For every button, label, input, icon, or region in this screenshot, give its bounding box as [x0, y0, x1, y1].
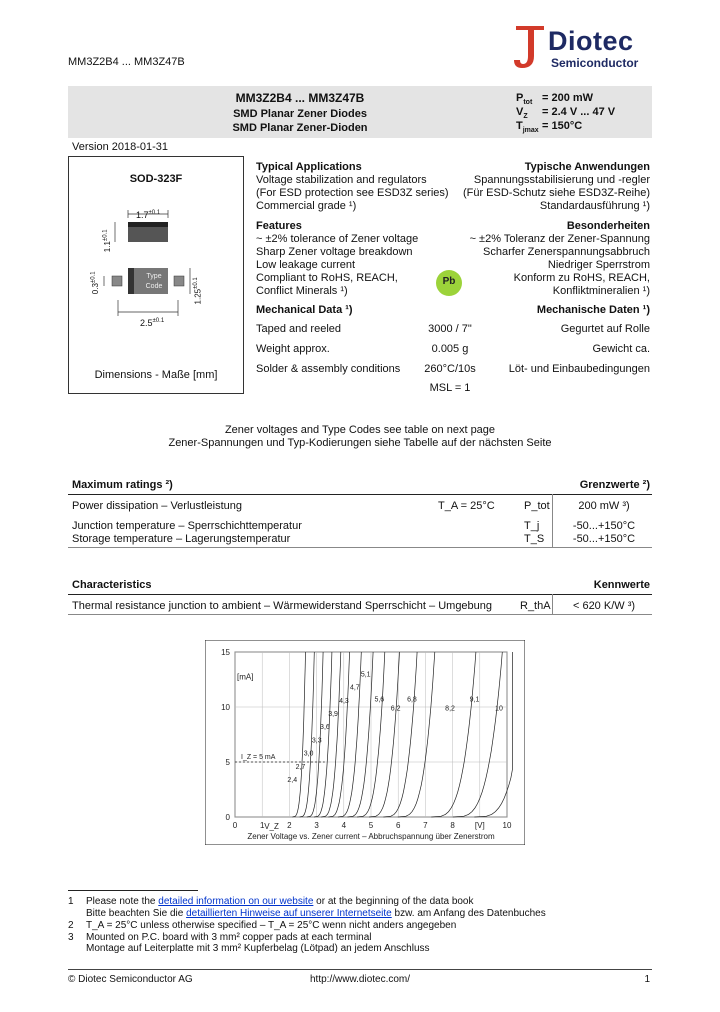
- feature-row-de: Niedriger Sperrstrom: [547, 259, 650, 271]
- rating-value: 200 mW ³): [578, 500, 630, 512]
- x-tick-label: 8: [450, 821, 455, 830]
- rating-text: Power dissipation – Verlustleistung: [72, 500, 242, 512]
- x-tick-label: 7: [423, 821, 428, 830]
- footer-copyright: © Diotec Semiconductor AG: [68, 974, 193, 985]
- feature-row-en: Compliant to RoHS, REACH,: [256, 272, 398, 284]
- mech-row-value: 0.005 g: [431, 343, 469, 355]
- divider: [68, 614, 652, 615]
- rating-cond: T_A = 25°C: [438, 500, 495, 512]
- applications-heading-en: Typical Applications: [256, 161, 362, 173]
- y-tick-label: 10: [221, 703, 230, 712]
- reference-label: I_Z = 5 mA: [241, 754, 276, 761]
- subtitle-en: SMD Planar Zener Diodes: [233, 108, 367, 120]
- mech-row-en: Taped and reeled: [256, 323, 342, 335]
- app-row-en: (For ESD protection see ESD3Z series): [256, 187, 449, 199]
- feature-row-de: Konform zu RoHS, REACH,: [513, 272, 650, 284]
- features-heading-de: Besonderheiten: [566, 220, 650, 232]
- mech-row-de: Gegurtet auf Rolle: [560, 323, 650, 335]
- series-label: 6,8: [407, 696, 417, 704]
- mech-row-value: MSL = 1: [429, 382, 471, 394]
- footnote-rule: [68, 890, 198, 891]
- feature-row-en: ~ ±2% tolerance of Zener voltage: [256, 233, 419, 245]
- y-tick-label: 5: [225, 758, 230, 767]
- x-tick-label: 1: [259, 821, 265, 830]
- dim-lead: $0.3^{\pm 0.1}$: [90, 271, 101, 295]
- feature-row-de: Scharfer Zenerspannungsabbruch: [483, 246, 650, 258]
- mech-row-en: Weight approx.: [256, 343, 330, 355]
- x-tick-label: 10: [502, 821, 512, 830]
- series-label: 3,6: [320, 724, 330, 732]
- char-symbol: R_thA: [520, 600, 551, 612]
- website-link[interactable]: detaillierten Hinweise auf unserer Internetseite: [186, 908, 392, 919]
- note-en: Zener voltages and Type Codes see table on next page: [224, 424, 496, 436]
- x-tick-label: 5: [368, 821, 374, 830]
- mechanical-heading-de: Mechanische Daten ¹): [536, 304, 650, 316]
- feature-row-de: Konfliktmineralien ¹): [552, 285, 650, 297]
- type-code-l1: Type: [146, 273, 162, 280]
- mech-row-de: Gewicht ca.: [592, 343, 650, 355]
- feature-row-en: Conflict Minerals ¹): [256, 285, 348, 297]
- char-value: < 620 K/W ³): [572, 600, 636, 612]
- series-label: 2,7: [295, 763, 306, 771]
- footnote-number: 3: [68, 932, 74, 943]
- characteristics-heading-de: Kennwerte: [593, 579, 650, 591]
- mech-row-de: Löt- und Einbaubedingungen: [508, 363, 650, 375]
- mech-row-value: 260°C/10s: [424, 363, 476, 375]
- footer-url[interactable]: http://www.diotec.com/: [310, 974, 411, 985]
- series-label: 3,9: [328, 711, 338, 718]
- series-label: 10: [495, 705, 503, 713]
- series-label: 3,0: [303, 750, 314, 758]
- column-divider: [552, 494, 553, 547]
- characteristics-heading-en: Characteristics: [72, 579, 152, 591]
- rating-symbol: P_tot: [524, 500, 550, 512]
- app-row-en: Commercial grade ¹): [256, 200, 357, 212]
- feature-row-de: ~ ±2% Toleranz der Zener-Spannung: [469, 233, 650, 245]
- footnote: Please note the detailed information on our website or at the beginning of the data book: [86, 896, 474, 907]
- char-text: Thermal resistance junction to ambient – Wärmewiderstand Sperrschicht – Umgebung: [72, 600, 493, 612]
- max-ratings-heading-de: Grenzwerte ²): [579, 479, 650, 491]
- page-title: MM3Z2B4 ... MM3Z47B: [235, 91, 365, 105]
- max-ratings-heading-en: Maximum ratings ²): [72, 479, 173, 491]
- applications-heading-de: Typische Anwendungen: [524, 161, 650, 173]
- mech-row-en: Solder & assembly conditions: [256, 363, 401, 375]
- x-tick-label: [V]: [474, 821, 485, 830]
- x-tick-label: 3: [314, 821, 319, 830]
- rating-text: Storage temperature – Lagerungstemperatur: [72, 533, 291, 545]
- feature-row-en: Sharp Zener voltage breakdown: [256, 246, 413, 258]
- x-tick-label: 6: [395, 821, 401, 830]
- website-link[interactable]: detailed information on our website: [158, 896, 314, 907]
- app-row-de: Spannungsstabilisierung und -regler: [473, 174, 650, 186]
- divider: [68, 547, 652, 548]
- subtitle-de: SMD Planar Zener-Dioden: [232, 122, 368, 134]
- y-tick-label: 0: [225, 813, 230, 822]
- divider: [68, 594, 652, 595]
- footnote-number: 2: [68, 920, 74, 931]
- series-label: 2,4: [287, 777, 298, 784]
- x-tick-label: 0: [232, 821, 238, 830]
- spec-tjmax: $T_{jmax}$ = 150°C: [516, 120, 583, 135]
- rating-value: -50...+150°C: [572, 533, 636, 545]
- footnote: Bitte beachten Sie die detaillierten Hinweise auf unserer Internetseite bzw. am Anfang des Datenbuches: [86, 908, 546, 919]
- mech-row-value: 3000 / 7": [428, 323, 472, 335]
- footer-page-number: 1: [644, 974, 650, 985]
- divider: [68, 494, 652, 495]
- series-label: 5,1: [360, 671, 371, 679]
- app-row-en: Voltage stabilization and regulators: [256, 174, 427, 186]
- dimensions-label: Dimensions - Maße [mm]: [94, 369, 218, 381]
- column-divider: [552, 594, 553, 614]
- spec-ptot: $P_{tot}$ = 200 mW: [516, 92, 594, 107]
- version-label: Version 2018-01-31: [72, 141, 169, 153]
- vz-axis-label: V_Z: [264, 822, 279, 831]
- diotec-logo-icon: [510, 22, 550, 70]
- chart-title: Zener Voltage vs. Zener current – Abbruchspannung über Zenerstrom: [247, 832, 495, 841]
- y-tick-label: 15: [221, 648, 230, 657]
- series-label: 8,2: [445, 705, 455, 713]
- app-row-de: (Für ESD-Schutz siehe ESD3Z-Reihe): [462, 187, 650, 199]
- brand-name: Diotec: [548, 26, 634, 56]
- footer-rule: [68, 969, 652, 970]
- rating-value: -50...+150°C: [572, 520, 636, 532]
- rating-symbol: T_j: [524, 520, 540, 532]
- series-label: 4,7: [349, 684, 360, 692]
- note-de: Zener-Spannungen und Typ-Kodierungen siehe Tabelle auf der nächsten Seite: [168, 437, 552, 449]
- dim-height: $1.1^{\pm 0.1}$: [102, 229, 113, 253]
- footnote-number: 1: [68, 896, 74, 907]
- x-tick-label: 2: [287, 821, 292, 830]
- x-tick-label: 4: [341, 821, 347, 830]
- rating-text: Junction temperature – Sperrschichttemperatur: [72, 520, 302, 532]
- series-label: 9,1: [469, 696, 480, 704]
- type-code-l2: Code: [145, 283, 163, 290]
- dim-width: $1.25^{\pm 0.1}$: [192, 277, 203, 305]
- zener-chart: [205, 640, 525, 845]
- app-row-de: Standardausführung ¹): [539, 200, 650, 212]
- y-unit-label: [mA]: [237, 672, 254, 682]
- feature-row-en: Low leakage current: [256, 259, 356, 271]
- mechanical-heading-en: Mechanical Data ¹): [256, 304, 353, 316]
- footnote: Mounted on P.C. board with 3 mm² copper pads at each terminal: [86, 932, 372, 943]
- footnote: Montage auf Leiterplatte mit 3 mm² Kupferbelag (Lötpad) an jedem Anschluss: [86, 943, 430, 954]
- header-part-range: MM3Z2B4 ... MM3Z47B: [68, 56, 185, 68]
- features-heading-en: Features: [256, 220, 302, 232]
- dim-length: $1.7^{\pm 0.1}$: [136, 210, 161, 220]
- series-label: 6,2: [390, 705, 401, 713]
- dim-total: $2.5^{\pm 0.1}$: [140, 318, 165, 328]
- footnote: T_A = 25°C unless otherwise specified – T_A = 25°C wenn nicht anders angegeben: [86, 920, 457, 931]
- package-name: SOD-323F: [129, 173, 183, 185]
- pb-free-label: Pb: [442, 276, 456, 287]
- series-label: 5,6: [374, 696, 385, 704]
- rating-symbol: T_S: [524, 533, 545, 545]
- series-label: 3,3: [311, 737, 322, 745]
- series-label: 4,3: [339, 697, 349, 705]
- brand-subtitle: Semiconductor: [551, 56, 639, 70]
- spec-vz: $V_Z$ = 2.4 V ... 47 V: [516, 106, 616, 121]
